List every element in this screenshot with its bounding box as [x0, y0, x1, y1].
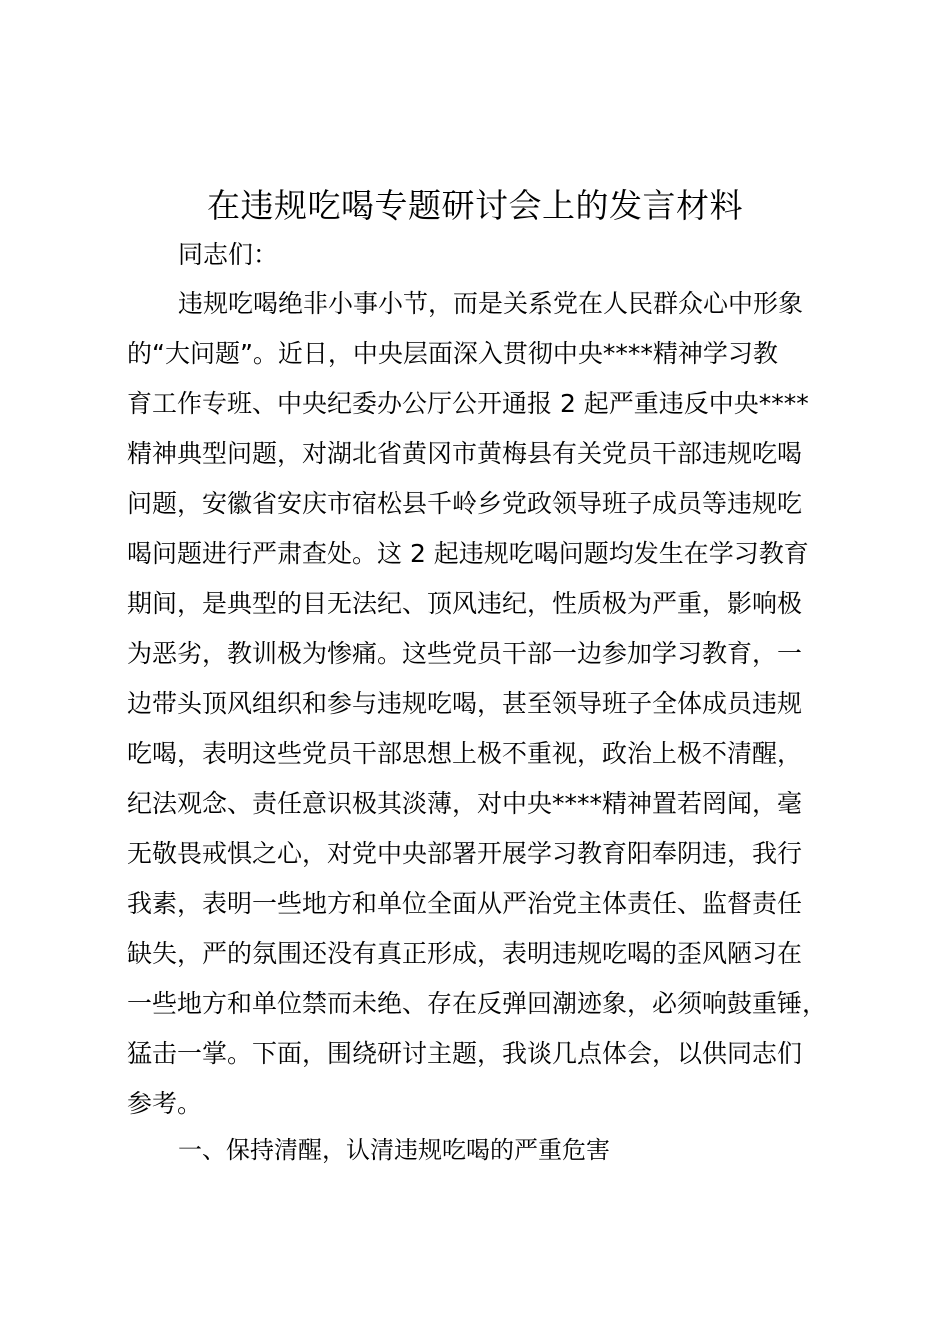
paragraph-line: 缺失，严的氛围还没有真正形成，表明违规吃喝的歪风陋习在: [127, 939, 803, 968]
paragraph-line: 一些地方和单位禁而未绝、存在反弹回潮迹象，必须响鼓重锤，: [127, 989, 828, 1018]
paragraph-line: 违规吃喝绝非小事小节，而是关系党在人民群众心中形象: [178, 289, 804, 318]
paragraph-line: 我素，表明一些地方和单位全面从严治党主体责任、监督责任: [127, 889, 803, 918]
greeting: 同志们：: [178, 240, 279, 269]
paragraph-line: 吃喝，表明这些党员干部思想上极不重视，政治上极不清醒，: [127, 739, 803, 768]
paragraph-line: 参考。: [127, 1089, 203, 1118]
paragraph-line: 无敬畏戒惧之心，对党中央部署开展学习教育阳奉阴违，我行: [127, 839, 803, 868]
paragraph-line: 为恶劣，教训极为惨痛。这些党员干部一边参加学习教育，一: [127, 639, 803, 668]
paragraph-line: 问题，安徽省安庆市宿松县千岭乡党政领导班子成员等违规吃: [127, 489, 803, 518]
paragraph-line: 精神典型问题，对湖北省黄冈市黄梅县有关党员干部违规吃喝: [127, 439, 803, 468]
paragraph-line: 纪法观念、责任意识极其淡薄，对中央****精神置若罔闻，毫: [127, 789, 803, 818]
section-heading: 一、保持清醒，认清违规吃喝的严重危害: [178, 1136, 610, 1164]
paragraph-line: 猛击一掌。下面，围绕研讨主题，我谈几点体会，以供同志们: [127, 1039, 803, 1068]
document-title: 在违规吃喝专题研讨会上的发言材料: [207, 186, 743, 225]
paragraph-line: 期间，是典型的目无法纪、顶风违纪，性质极为严重，影响极: [127, 589, 803, 618]
paragraph-line: 的“大问题”。近日，中央层面深入贯彻中央****精神学习教: [127, 339, 778, 368]
body-paragraph: [127, 282, 867, 1132]
paragraph-line: 边带头顶风组织和参与违规吃喝，甚至领导班子全体成员违规: [127, 689, 803, 718]
paragraph-line: 喝问题进行严肃查处。这 2 起违规吃喝问题均发生在学习教育: [127, 539, 809, 568]
paragraph-line: 育工作专班、中央纪委办公厅公开通报 2 起严重违反中央****: [127, 389, 809, 418]
